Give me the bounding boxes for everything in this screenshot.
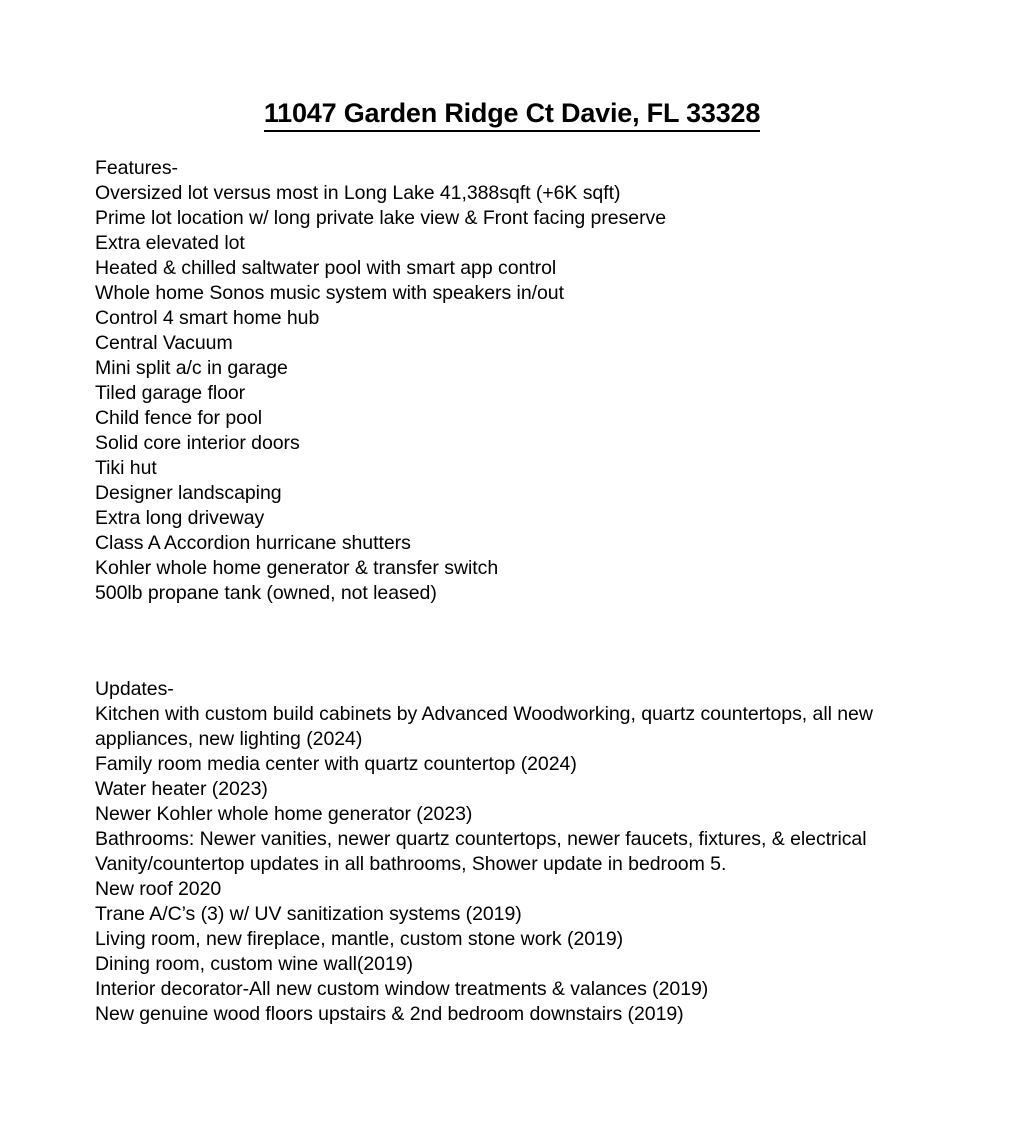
feature-item: Oversized lot versus most in Long Lake 41,388sqft (+6K sqft) [95,182,621,204]
feature-item: Designer landscaping [95,482,282,504]
updates-section [95,677,925,1027]
page-title [0,98,1024,132]
feature-item: Extra elevated lot [95,232,245,254]
update-item: Kitchen with custom build cabinets by Advanced Woodworking, quartz countertops, all new appliances, new lighting (2024) [95,703,873,750]
update-item: Newer Kohler whole home generator (2023) [95,803,473,825]
feature-item: Control 4 smart home hub [95,307,320,329]
feature-item: Kohler whole home generator & transfer switch [95,557,499,579]
feature-item: Tiki hut [95,457,157,479]
feature-item: Extra long driveway [95,507,265,529]
features-heading: Features- [95,157,178,179]
feature-item: Child fence for pool [95,407,263,429]
update-item: Interior decorator-All new custom window treatments & valances (2019) [95,978,709,1000]
updates-heading: Updates- [95,678,174,700]
update-item: Dining room, custom wine wall(2019) [95,953,413,975]
features-section [95,156,925,606]
feature-item: 500lb propane tank (owned, not leased) [95,582,437,604]
update-item: Family room media center with quartz countertop (2024) [95,753,577,775]
update-item: Living room, new fireplace, mantle, custom stone work (2019) [95,928,624,950]
feature-item: Tiled garage floor [95,382,246,404]
update-item: New genuine wood floors upstairs & 2nd bedroom downstairs (2019) [95,1003,684,1025]
feature-item: Whole home Sonos music system with speakers in/out [95,282,564,304]
feature-item: Prime lot location w/ long private lake view & Front facing preserve [95,207,667,229]
update-item: Trane A/C’s (3) w/ UV sanitization systems (2019) [95,903,522,925]
feature-item: Heated & chilled saltwater pool with smart app control [95,257,557,279]
feature-item: Central Vacuum [95,332,233,354]
update-item: New roof 2020 [95,878,222,900]
update-item: Water heater (2023) [95,778,268,800]
feature-item: Solid core interior doors [95,432,300,454]
page-title-text: 11047 Garden Ridge Ct Davie, FL 33328 [264,98,760,132]
feature-item: Mini split a/c in garage [95,357,288,379]
feature-item: Class A Accordion hurricane shutters [95,532,411,554]
update-item: Bathrooms: Newer vanities, newer quartz countertops, newer faucets, fixtures, & electrical Vanity/countertop updates in all bathrooms, Shower update in bedroom 5. [95,828,867,875]
